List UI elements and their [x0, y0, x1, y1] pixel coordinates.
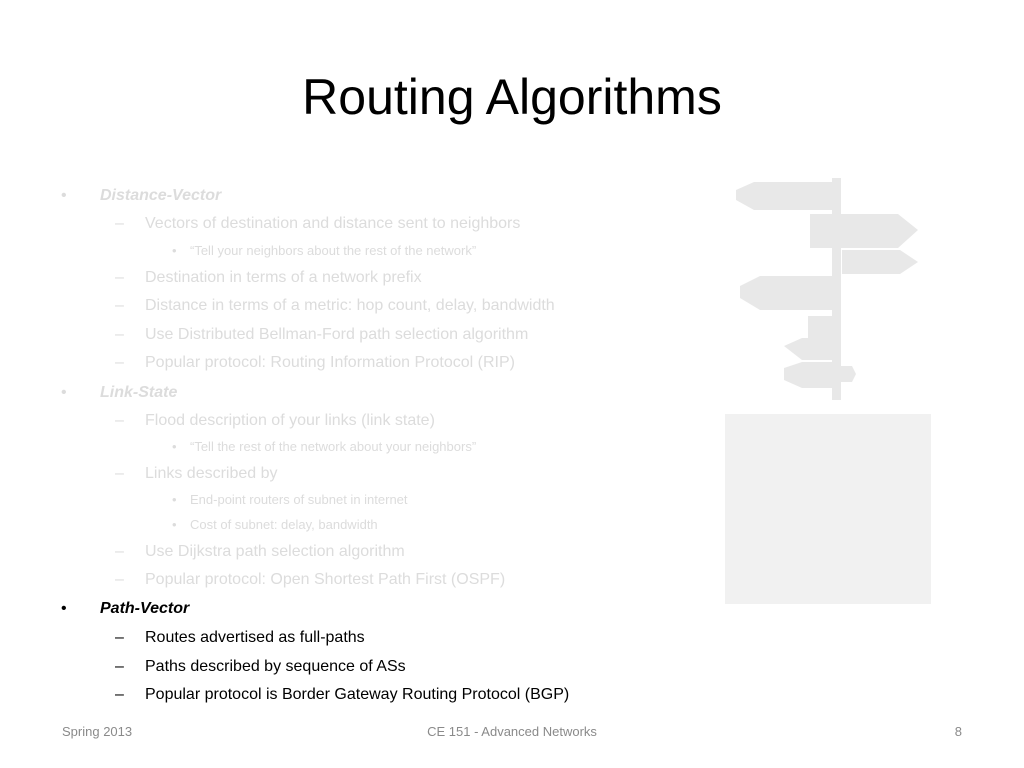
- footer-course: CE 151 - Advanced Networks: [427, 724, 597, 739]
- slide-title: Routing Algorithms: [302, 69, 722, 125]
- bullet-text-level-2: Flood description of your links (link state): [145, 412, 435, 429]
- bullet-marker: •: [61, 187, 67, 204]
- bullet-text-level-2: Vectors of destination and distance sent to neighbors: [145, 215, 521, 232]
- bullet-text-level-2: Paths described by sequence of ASs: [145, 658, 406, 675]
- bullet-marker: –: [115, 297, 124, 314]
- bullet-marker: •: [61, 600, 67, 617]
- bullet-marker: –: [115, 215, 124, 232]
- bullet-marker: –: [115, 465, 124, 482]
- bullet-marker: •: [172, 517, 177, 532]
- bullet-marker: –: [115, 571, 124, 588]
- bullet-marker: –: [115, 629, 124, 646]
- bullet-text-level-3: Cost of subnet: delay, bandwidth: [190, 517, 378, 532]
- image-placeholder-panel: [725, 414, 931, 604]
- bullet-marker: •: [61, 384, 67, 401]
- bullet-text-level-2: Routes advertised as full-paths: [145, 629, 365, 646]
- bullet-marker: •: [172, 492, 177, 507]
- bullet-text-level-1: Path-Vector: [100, 600, 190, 617]
- bullet-text-level-3: End-point routers of subnet in internet: [190, 492, 408, 507]
- bullet-text-level-2: Popular protocol: Routing Information Protocol (RIP): [145, 354, 515, 371]
- bullet-text-level-2: Destination in terms of a network prefix: [145, 269, 422, 286]
- bullet-text-level-1: Link-State: [100, 384, 178, 401]
- footer-date: Spring 2013: [62, 724, 133, 739]
- page-number: 8: [954, 724, 962, 739]
- bullet-text-level-1: Distance-Vector: [100, 187, 222, 204]
- bullet-text-level-2: Distance in terms of a metric: hop count, delay, bandwidth: [145, 297, 555, 314]
- bullet-marker: –: [115, 354, 124, 371]
- bullet-marker: –: [115, 543, 124, 560]
- bullet-marker: –: [115, 412, 124, 429]
- bullet-marker: •: [172, 243, 177, 258]
- bullet-marker: –: [115, 269, 124, 286]
- bullet-marker: –: [115, 686, 124, 703]
- bullet-text-level-2: Use Distributed Bellman-Ford path selection algorithm: [145, 326, 529, 343]
- bullet-text-level-2: Popular protocol: Open Shortest Path First (OSPF): [145, 571, 506, 588]
- bullet-text-level-2: Links described by: [145, 465, 278, 482]
- bullet-marker: •: [172, 439, 177, 454]
- bullet-marker: –: [115, 658, 124, 675]
- bullet-marker: –: [115, 326, 124, 343]
- bullet-text-level-3: “Tell the rest of the network about your neighbors”: [190, 439, 477, 454]
- bullet-text-level-3: “Tell your neighbors about the rest of the network”: [190, 243, 477, 258]
- signpost-image: [724, 176, 934, 406]
- bullet-text-level-2: Use Dijkstra path selection algorithm: [145, 543, 405, 560]
- bullet-text-level-2: Popular protocol is Border Gateway Routing Protocol (BGP): [145, 686, 570, 703]
